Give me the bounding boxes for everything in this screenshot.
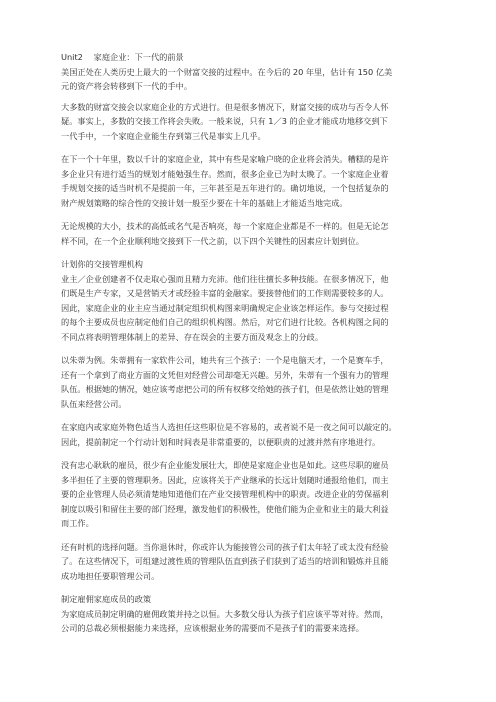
paragraph-line: 在下一个十年里，数以千计的家庭企业，其中有些是家喻户晓的企业将会消失。糟糕的是许 (61, 154, 389, 164)
intro-section (61, 50, 438, 94)
paragraph-line: 不同点将表明管理体制上的差异、存在误会的主要方面及观念上的分歧。 (61, 331, 324, 342)
paragraph-line: 多半担任了主要的管理职务。因此，应该将关于产业继承的长远计划随时通报给他们，而主 (61, 474, 389, 485)
paragraph-line: 队伍来经营公司。 (61, 398, 127, 409)
section-heading: 计划你的交接管理机构 (61, 259, 143, 269)
paragraph-line: 要的企业管理人员必须清楚地知道他们在产业交接管理机构中的职责。改进企业的劳保福利 (61, 489, 389, 499)
paragraph-line: 因此，提前制定一个行动计划和时间表是非常重要的，以便职责的过渡并然有序地进行。 (61, 436, 381, 447)
unit-title: Unit2 家庭企业：下一代的前景 (61, 52, 184, 62)
intro-line: 元的资产将会转移到下一代的手中。 (61, 81, 193, 91)
paragraph-line: 公司的总裁必须根据能力来选择，应该根据业务的需要而不是孩子们的需要来选择。 (61, 623, 364, 633)
paragraph-candidates (61, 420, 438, 449)
paragraph-line: 没有忠心耿耿的雇员，很少有企业能发展壮大，即使是家庭企业也是如此。这些尽职的雇员 (61, 460, 389, 470)
paragraph-line: 以朱蒂为例。朱蒂拥有一家软件公司，她共有三个孩子：一个是电脑天才，一个是赛车手， (61, 355, 389, 365)
paragraph-line: 多企业只有进行适当的规划才能勉强生存。然而，很多企业已为时太晚了。一个家庭企业着 (61, 168, 389, 179)
paragraph-next-decade (61, 152, 438, 210)
paragraph-line: 业主／企业创建者不仅走取心强而且精力充沛。他们往往擅长多种技能。在很多情况下，他 (61, 273, 389, 284)
paragraph-line: 无论规模的大小，技术的高低或名气是否响亮，每一个家庭企业都是不一样的。但是无论怎 (61, 221, 389, 231)
paragraph-wealth-transfer (61, 100, 438, 144)
paragraph-line: 大多数的财富交接会以家庭企业的方式进行。但是很多情况下，财富交接的成功与否令人怀 (61, 101, 389, 112)
paragraph-judy-example (61, 353, 438, 411)
paragraph-line: 在家庭内或家庭外物色适当人选担任这些职位是不容易的，或者说不是一夜之间可以敲定的。 (61, 422, 397, 432)
paragraph-line: 的每个主要成员也应制定他们自己的组织机构图。然后，对它们进行比较。各机构图之间的 (61, 317, 389, 327)
section-heading: 制定雇佣家庭成员的政策 (61, 594, 152, 604)
paragraph-timing (61, 540, 438, 584)
paragraph-key-factors (61, 219, 438, 248)
paragraph-line: 因此，家庭企业的业主应当通过制定组织机构图来明确规定企业该怎样运作。参与交接过程 (61, 302, 389, 313)
paragraph-line: 一代手中，一个家庭企业能生存到第三代是事实上几乎。 (61, 130, 266, 141)
paragraph-line: 财产规划策略的综合性的交接计划一般至少要在十年的基础上才能适当地完成。 (61, 197, 348, 208)
paragraph-line: 疑。事实上，多数的交接工作将会失败。一般来说，只有 1／3 的企业才能成功地移交到下 (61, 116, 388, 126)
paragraph-line: 样不同，在一个企业顺利地交接到下一代之前，以下四个关键性的因素应计划到位。 (61, 235, 364, 246)
paragraph-line: 还有时机的选择问题。当你退休时，你或许认为能接管公司的孩子们太年轻了或太没有经验 (61, 541, 389, 552)
section-employment-policy (61, 592, 438, 636)
paragraph-line: 们既是生产专家，又是营销天才或经验丰富的金融家。要接替他们的工作则需要较多的人。 (61, 288, 389, 298)
paragraph-line: 成功地担任要职管理公司。 (61, 570, 160, 581)
paragraph-line: 队伍。根据她的情况，她应该考虑把公司的所有权移交给她的孩子们，但是依然让她的管理 (61, 384, 389, 394)
paragraph-line: 手规划交接的适当时机不是提前一年，三年甚至是五年进行的。确切地说，一个包括复杂的 (61, 183, 389, 193)
paragraph-line: 制度以吸引和留住主要的部门经理，激发他们的积极性，使他们能为企业和业主的最大利益 (61, 503, 389, 514)
section-management-structure (61, 257, 438, 344)
paragraph-line: 了。在这些情况下，可组建过渡性质的管理队伍直到孩子们获到了适当的培训和锻炼并且能 (61, 556, 389, 566)
paragraph-line: 而工作。 (61, 518, 94, 528)
paragraph-employees (61, 458, 438, 531)
intro-line: 美国正处在人类历史上最大的一个财富交接的过程中。在今后的 20 年里，估计有 150 亿美 (61, 66, 393, 77)
paragraph-line: 为家庭成员制定明确的雇佣政策并持之以恒。大多数父母认为孩子们应该平等对待。然而， (61, 608, 389, 619)
paragraph-line: 还有一个拿到了商业方面的文凭但对经营公司却毫无兴趣。另外，朱蒂有一个强有力的管理 (61, 369, 389, 380)
